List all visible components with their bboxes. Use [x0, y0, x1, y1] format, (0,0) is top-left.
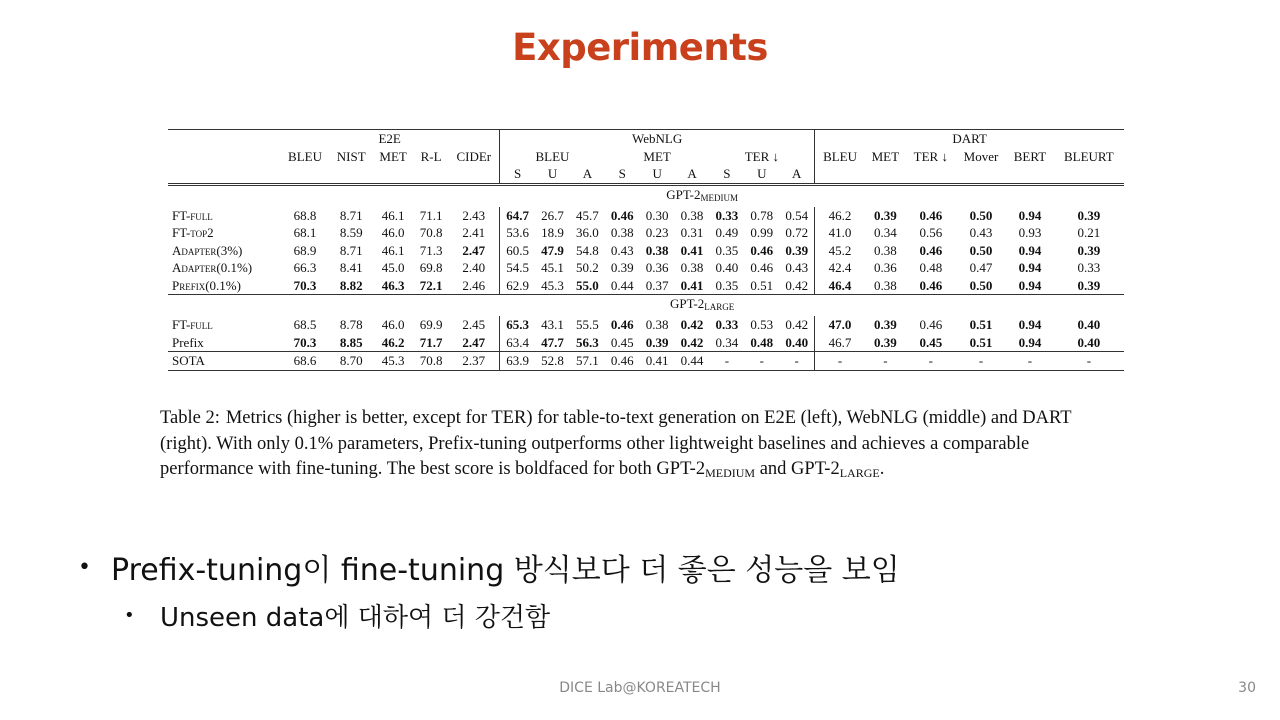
- webnlg-cell: 0.40: [785, 334, 809, 350]
- webnlg-cell: 36.0: [576, 225, 599, 241]
- e2e-cell: 2.47: [462, 334, 486, 350]
- webnlg-cell: 0.46: [610, 207, 634, 223]
- e2e-cell: 2.47: [462, 242, 486, 258]
- dart-cell: 0.38: [873, 277, 897, 293]
- e2e-cell: 68.8: [293, 207, 317, 223]
- webnlg-cell: 0.49: [715, 225, 739, 241]
- e2e-cell: 70.8: [419, 225, 443, 241]
- dart-cell: 0.93: [1018, 225, 1042, 241]
- webnlg-cell: 45.1: [541, 260, 564, 276]
- e2e-cell: 72.1: [419, 277, 443, 293]
- table-row: [168, 259, 1124, 277]
- dart-cell: -: [815, 352, 865, 371]
- dart-cell: 0.34: [873, 225, 897, 241]
- e2e-cell: 69.9: [419, 317, 443, 333]
- method-name: Adapter(0.1%): [172, 260, 253, 276]
- dart-cell: 0.46: [919, 242, 943, 258]
- webnlg-cell: 65.3: [500, 316, 536, 334]
- webnlg-cell: 60.5: [500, 242, 536, 260]
- dart-cell: 46.4: [815, 277, 865, 295]
- bullet-marker: •: [78, 554, 91, 580]
- webnlg-cell: 0.41: [680, 242, 704, 258]
- e2e-cell: 8.85: [339, 334, 363, 350]
- medium-rows: [168, 207, 1124, 295]
- sub-bullet-text: Unseen data에 대하여 더 강건함: [160, 603, 551, 633]
- webnlg-cell: 63.9: [500, 352, 536, 371]
- webnlg-cell: 0.35: [715, 242, 739, 258]
- e2e-cell: 46.2: [381, 334, 405, 350]
- table-row: [168, 334, 1124, 352]
- dart-cell: 0.38: [873, 242, 897, 258]
- dart-cell: 0.39: [873, 317, 897, 333]
- slide-footer: DICE Lab@KOREATECH: [559, 680, 721, 696]
- dart-cell: 0.45: [919, 334, 943, 350]
- webnlg-cell: 0.44: [675, 352, 710, 371]
- webnlg-cell: 57.1: [570, 352, 605, 371]
- dart-cell: 0.50: [969, 242, 993, 258]
- webnlg-cell: 62.9: [500, 277, 536, 295]
- table-row: [168, 277, 1124, 295]
- e2e-cell: 46.1: [381, 207, 405, 223]
- webnlg-cell: 0.42: [785, 277, 809, 293]
- webnlg-cell: 63.4: [500, 334, 536, 352]
- dart-cell: -: [906, 352, 956, 371]
- group-dart: DART: [815, 130, 1124, 148]
- dart-cell: 0.33: [1077, 260, 1101, 276]
- results-table: [168, 129, 1124, 371]
- e2e-cell: 8.59: [339, 225, 363, 241]
- page-number: 30: [1238, 680, 1256, 696]
- dart-cell: 45.2: [815, 242, 865, 260]
- webnlg-cell: 0.23: [645, 225, 669, 241]
- webnlg-cell: 0.36: [645, 260, 669, 276]
- webnlg-cell: 45.7: [576, 207, 599, 223]
- split-header: A: [792, 166, 802, 182]
- e2e-cell: 71.3: [419, 242, 443, 258]
- dart-cell: -: [1054, 352, 1124, 371]
- dart-cell: 0.46: [919, 207, 943, 223]
- e2e-cell: 68.9: [293, 242, 317, 258]
- dart-cell: 0.43: [969, 225, 993, 241]
- section-label-large: GPT-$2_{LARGE}$: [280, 295, 1124, 317]
- dart-cell: 0.94: [1018, 207, 1042, 223]
- webnlg-cell: 26.7: [541, 207, 564, 223]
- webnlg-cell: 18.9: [541, 225, 564, 241]
- sub-bullet-item: [124, 597, 900, 634]
- e2e-cell: 71.1: [419, 207, 443, 223]
- webnlg-cell: 0.38: [610, 225, 634, 241]
- webnlg-cell: 0.33: [715, 207, 739, 223]
- e2e-cell: 8.71: [339, 242, 363, 258]
- webnlg-cell: 0.48: [750, 334, 774, 350]
- e2e-cell: 2.37: [449, 352, 500, 371]
- split-header: A: [582, 166, 593, 182]
- split-header: U: [547, 166, 558, 182]
- dart-cell: 0.40: [1077, 317, 1101, 333]
- webnlg-cell: 0.72: [785, 225, 809, 241]
- col-header: MET: [643, 148, 671, 164]
- e2e-cell: 2.41: [462, 225, 486, 241]
- col-header: NIST: [336, 148, 366, 164]
- webnlg-cell: 47.9: [541, 242, 564, 258]
- dart-cell: 46.2: [815, 207, 865, 225]
- e2e-cell: 70.8: [414, 352, 449, 371]
- method-name: FT-top2: [172, 225, 214, 241]
- webnlg-cell: 52.8: [535, 352, 570, 371]
- webnlg-cell: 54.8: [576, 242, 599, 258]
- method-name: FT-full: [172, 207, 213, 223]
- e2e-cell: 8.82: [339, 277, 363, 293]
- e2e-cell: 8.41: [339, 260, 363, 276]
- dart-cell: 0.21: [1077, 225, 1101, 241]
- col-header: BLEU: [288, 148, 322, 164]
- dart-cell: 0.40: [1077, 334, 1101, 350]
- webnlg-cell: 43.1: [541, 317, 564, 333]
- dart-cell: 0.48: [919, 260, 943, 276]
- webnlg-cell: 53.6: [500, 224, 536, 242]
- col-header: CIDEr: [456, 148, 492, 164]
- webnlg-cell: 0.46: [605, 352, 640, 371]
- webnlg-cell: 0.34: [715, 334, 739, 350]
- dart-cell: 0.94: [1018, 242, 1042, 258]
- caption-lead: Table 2:: [160, 408, 220, 428]
- dart-cell: 0.39: [1077, 207, 1101, 223]
- webnlg-cell: 0.78: [750, 207, 774, 223]
- e2e-cell: 2.45: [462, 317, 486, 333]
- dart-cell: 0.51: [969, 317, 993, 333]
- method-name: Prefix: [172, 334, 204, 350]
- table-row: [168, 242, 1124, 260]
- webnlg-cell: 0.41: [640, 352, 675, 371]
- webnlg-cell: 0.38: [680, 260, 704, 276]
- bullet-list: [78, 545, 900, 634]
- col-header: BERT: [1013, 148, 1047, 164]
- group-webnlg: WebNLG: [500, 130, 815, 148]
- webnlg-cell: 0.38: [645, 242, 669, 258]
- dart-cell: 0.56: [919, 225, 943, 241]
- col-header: BLEURT: [1063, 148, 1114, 164]
- e2e-cell: 2.43: [462, 207, 486, 223]
- dart-cell: 0.36: [873, 260, 897, 276]
- e2e-cell: 46.0: [381, 225, 405, 241]
- webnlg-cell: 0.30: [645, 207, 669, 223]
- bullet-item: [78, 545, 900, 589]
- dart-cell: 47.0: [815, 316, 865, 334]
- table-row: [168, 352, 1124, 371]
- group-e2e: E2E: [280, 130, 499, 148]
- webnlg-cell: 55.5: [576, 317, 599, 333]
- webnlg-cell: 54.5: [500, 259, 536, 277]
- dart-cell: 0.51: [969, 334, 993, 350]
- section-large-header: [168, 295, 1124, 317]
- e2e-cell: 2.40: [462, 260, 486, 276]
- webnlg-cell: 0.39: [610, 260, 634, 276]
- method-name: Prefix(0.1%): [172, 277, 241, 293]
- e2e-cell: 8.71: [339, 207, 363, 223]
- method-name: FT-full: [172, 317, 213, 333]
- col-header: R-L: [420, 148, 442, 164]
- webnlg-cell: 0.40: [715, 260, 739, 276]
- dart-cell: 0.94: [1018, 277, 1042, 293]
- dart-cell: 0.47: [969, 260, 993, 276]
- dart-cell: 41.0: [815, 224, 865, 242]
- col-header: MET: [379, 148, 407, 164]
- col-header: Mover: [963, 148, 999, 164]
- dart-cell: 0.94: [1018, 317, 1042, 333]
- webnlg-cell: 0.33: [715, 317, 739, 333]
- webnlg-cell: 0.38: [680, 207, 704, 223]
- dart-cell: 0.39: [873, 207, 897, 223]
- webnlg-cell: 0.43: [610, 242, 634, 258]
- col-header: TER ↓: [913, 148, 948, 164]
- e2e-cell: 8.70: [330, 352, 373, 371]
- e2e-cell: 45.0: [381, 260, 405, 276]
- webnlg-cell: 0.99: [750, 225, 774, 241]
- e2e-cell: 68.6: [280, 352, 329, 371]
- e2e-cell: 68.1: [293, 225, 317, 241]
- e2e-cell: 68.5: [293, 317, 317, 333]
- e2e-cell: 8.78: [339, 317, 363, 333]
- webnlg-cell: 45.3: [541, 277, 564, 293]
- dart-cell: -: [865, 352, 906, 371]
- e2e-cell: 66.3: [293, 260, 317, 276]
- e2e-cell: 71.7: [419, 334, 443, 350]
- e2e-cell: 46.1: [381, 242, 405, 258]
- col-header: BLEU: [815, 148, 865, 166]
- section-label-medium: GPT-$2_{MEDIUM}$: [280, 184, 1124, 207]
- sota-rows: [168, 352, 1124, 371]
- dart-cell: 0.94: [1018, 334, 1042, 350]
- method-name: SOTA: [168, 352, 280, 371]
- webnlg-cell: -: [744, 352, 779, 371]
- webnlg-cell: 0.37: [645, 277, 669, 293]
- webnlg-cell: 0.46: [610, 317, 634, 333]
- webnlg-cell: 0.42: [785, 317, 809, 333]
- webnlg-cell: 0.35: [715, 277, 739, 293]
- e2e-cell: 46.0: [381, 317, 405, 333]
- e2e-cell: 45.3: [373, 352, 414, 371]
- webnlg-cell: 0.43: [785, 260, 809, 276]
- e2e-cell: 69.8: [419, 260, 443, 276]
- col-header: BLEU: [500, 148, 605, 166]
- split-header: A: [687, 166, 697, 182]
- webnlg-cell: 0.31: [680, 225, 704, 241]
- webnlg-cell: 0.54: [785, 207, 809, 223]
- split-header: S: [723, 166, 731, 182]
- table-row: [168, 207, 1124, 225]
- dart-cell: 0.50: [969, 277, 993, 293]
- method-name: Adapter(3%): [172, 242, 243, 258]
- webnlg-cell: 0.46: [750, 260, 774, 276]
- webnlg-cell: 0.38: [645, 317, 669, 333]
- webnlg-cell: -: [779, 352, 815, 371]
- dart-cell: 0.39: [1077, 242, 1101, 258]
- webnlg-cell: 64.7: [500, 207, 536, 225]
- webnlg-cell: 47.7: [541, 334, 564, 350]
- bullet-text: Prefix-tuning이 fine-tuning 방식보다 더 좋은 성능을 보임: [111, 553, 900, 588]
- caption-text: Metrics (higher is better, except for TER) for table-to-text generation on E2E (left), WebNLG (middle) and DART (right). With only 0.1% parameters, Prefix-tuning outperforms other lightweight baselines and achieves a comparable performance with fine-tuning. The best score is boldfaced for both GPT-2: [160, 408, 1072, 479]
- split-header: S: [500, 165, 536, 184]
- webnlg-cell: 0.42: [680, 334, 704, 350]
- dart-cell: 0.39: [1077, 277, 1101, 293]
- dart-cell: -: [956, 352, 1006, 371]
- webnlg-cell: -: [709, 352, 744, 371]
- table-header-groups: [168, 130, 1124, 148]
- col-header: TER ↓: [744, 148, 779, 164]
- table-header-splits: [168, 165, 1124, 184]
- table-caption: Table 2: Metrics (higher is better, except for TER) for table-to-text generation on E2E (left), WebNLG (middle) and DART (right). With only 0.1% parameters, Prefix-tuning outperforms other lightweight baselines and achieves a comparable performance with fine-tuning. The best score is boldfaced for both GPT-2MEDIUM and GPT-2LARGE.: [160, 408, 1072, 480]
- webnlg-cell: 0.46: [750, 242, 774, 258]
- webnlg-cell: 0.42: [680, 317, 704, 333]
- split-header: U: [652, 166, 662, 182]
- webnlg-cell: 0.45: [610, 334, 634, 350]
- webnlg-cell: 0.44: [610, 277, 634, 293]
- e2e-cell: 46.3: [381, 277, 405, 293]
- bullet-marker: •: [124, 605, 135, 626]
- webnlg-cell: 0.39: [785, 242, 809, 258]
- dart-cell: 0.94: [1018, 260, 1042, 276]
- large-rows: [168, 316, 1124, 352]
- dart-cell: -: [1006, 352, 1054, 371]
- e2e-cell: 2.46: [462, 277, 486, 293]
- table-header-metrics: [168, 148, 1124, 166]
- webnlg-cell: 0.51: [750, 277, 774, 293]
- dart-cell: 0.50: [969, 207, 993, 223]
- webnlg-cell: 50.2: [576, 260, 599, 276]
- dart-cell: 0.46: [919, 277, 943, 293]
- split-header: U: [757, 166, 767, 182]
- dart-cell: 42.4: [815, 259, 865, 277]
- dart-cell: 0.39: [873, 334, 897, 350]
- dart-cell: 46.7: [815, 334, 865, 352]
- webnlg-cell: 0.39: [645, 334, 669, 350]
- e2e-cell: 70.3: [293, 277, 317, 293]
- table-row: [168, 224, 1124, 242]
- webnlg-cell: 0.53: [750, 317, 774, 333]
- webnlg-cell: 55.0: [576, 277, 599, 293]
- table-row: [168, 316, 1124, 334]
- e2e-cell: 70.3: [293, 334, 317, 350]
- col-header: MET: [871, 148, 900, 164]
- split-header: S: [618, 166, 626, 182]
- webnlg-cell: 56.3: [576, 334, 599, 350]
- section-medium-header: [168, 184, 1124, 207]
- slide-title: Experiments: [512, 26, 768, 69]
- dart-cell: 0.46: [919, 317, 943, 333]
- webnlg-cell: 0.41: [680, 277, 704, 293]
